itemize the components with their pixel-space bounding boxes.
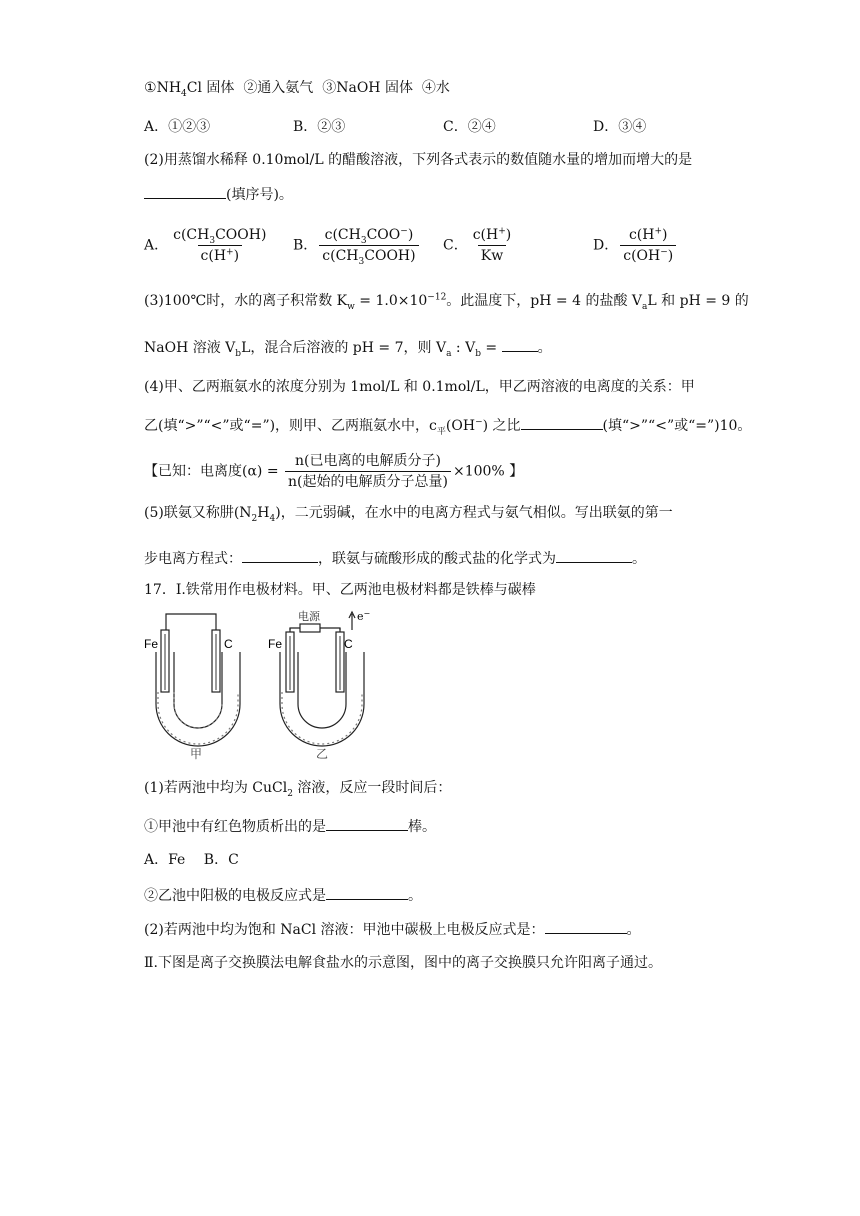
cell-yi (280, 612, 364, 746)
q17-intro: 17．Ⅰ.铁常用作电极材料。甲、乙两池电极材料都是铁棒与碳棒 (144, 582, 536, 598)
option-2a-label: A． (144, 237, 169, 254)
reagent-list (144, 78, 450, 98)
part2-line1: (2)用蒸馏水稀释 0.10mol/L 的醋酸溶液，下列各式表示的数值随水量的增加而增大的是 (144, 152, 693, 168)
part4-line2: 乙(填“>”“<”或“=”)，则甲、乙两瓶氨水中，$c_平(OH^-)$ 之比 (填“>”“<”或“=”)10。 (144, 415, 751, 436)
reagent-3: ③NaOH 固体 (322, 80, 413, 96)
option-2c (443, 226, 516, 265)
q17-p1-q1: ①甲池中有红色物质析出的是 棒。 (144, 816, 436, 837)
q17-p1: (1)若两池中均为 CuCl$_2$ 溶液，反应一段时间后： (144, 780, 452, 799)
electrolysis-figure (140, 604, 380, 764)
option-1b: B．②③ (293, 119, 346, 135)
option-2d (593, 226, 678, 265)
label-c-yi: C (344, 637, 353, 651)
reagent-1-formula: NH (156, 80, 182, 96)
ratio-blank[interactable] (502, 337, 538, 352)
option-1a: A．①②③ (144, 119, 211, 135)
part5-line1: (5)联氨又称肼$(N_2H_4)$，二元弱碱，在水中的电离方程式与氨气相似。写出联氨的第一 (144, 505, 673, 524)
part3-line2: NaOH 溶液 $V_bL$，混合后溶液的 pH = 7，则 $V_a$ : $V_b$ = 。 (144, 337, 552, 358)
power-source (300, 624, 320, 632)
part4-line1: (4)甲、乙两瓶氨水的浓度分别为 1mol/L 和 0.1mol/L，甲乙两溶液的电离度的关系：甲 (144, 379, 695, 395)
reagent-1-tail: Cl 固体 (186, 80, 235, 96)
carbon-electrode-blank[interactable] (545, 919, 627, 934)
q17-part-ii: Ⅱ.下图是离子交换膜法电解食盐水的示意图，图中的离子交换膜只允许阳离子通过。 (144, 955, 662, 971)
label-fe-yi: Fe (268, 637, 283, 651)
fraction-b: $\frac{c(CH_3COO^-)}{c(CH_3COOH)}$ (319, 226, 418, 265)
wire-jia (166, 614, 216, 630)
option-2a (144, 226, 271, 265)
option-2b-label: B． (293, 237, 318, 254)
label-yi: 乙 (316, 747, 329, 761)
anode-blank[interactable] (326, 885, 408, 900)
label-fe-jia: Fe (144, 637, 159, 651)
label-power: 电源 (298, 610, 320, 623)
label-electron: e− (357, 609, 371, 623)
option-2b (293, 226, 421, 265)
reagent-1-sub: 4 (181, 88, 187, 99)
reagent-4: ④水 (421, 80, 450, 96)
q17-p2: (2)若两池中均为饱和 NaCl 溶液：甲池中碳极上电极反应式是： 。 (144, 919, 641, 940)
formula-blank[interactable] (556, 548, 632, 563)
part5-line2: 步电离方程式： ，联氨与硫酸形成的酸式盐的化学式为 。 (144, 548, 646, 569)
option-2d-label: D． (593, 237, 619, 254)
option-2c-label: C． (443, 237, 468, 254)
ionization-degree-formula: 【已知：电离度(α) = $\frac{\text{n(已电离的电解质分子)}}{\text{n(起始的电解质分子总量)}}$ ×100% 】 (144, 453, 524, 490)
fraction-d: $\frac{c(H^+)}{c(OH^-)}$ (620, 226, 676, 265)
part2-line2 (144, 184, 293, 205)
part3-line1: (3)100℃时，水的离子积常数 $K_w = 1.0\times 10^{-12}$。此温度下，pH = 4 的盐酸 $V_aL$ 和 pH = 9 的 (144, 292, 749, 312)
ratio-compare-blank[interactable] (521, 415, 603, 430)
option-1d: D．③④ (593, 119, 647, 135)
q17-p1-q2: ②乙池中阳极的电极反应式是 。 (144, 885, 422, 906)
reagent-2: ②通入氨气 (243, 80, 314, 96)
q17-p1-options: A．Fe B．C (144, 852, 239, 868)
reagent-1-mark: ① (144, 80, 157, 96)
ionization-fraction: $\frac{\text{n(已电离的电解质分子)}}{\text{n(起始的电解质分子总量)}}$ (285, 452, 451, 491)
fraction-c: $\frac{c(H^+)}{Kw}$ (472, 226, 512, 264)
cell-jia (156, 614, 240, 746)
rod-blank[interactable] (326, 816, 408, 831)
label-jia: 甲 (190, 747, 203, 761)
option-1c: C．②④ (443, 119, 496, 135)
part2-tail: (填序号)。 (226, 187, 293, 203)
equation-blank[interactable] (242, 548, 318, 563)
fraction-a: $\frac{c(CH_3COOH)}{c(H^+)}$ (173, 227, 267, 264)
answer-blank[interactable] (144, 184, 226, 199)
label-c-jia: C (224, 637, 233, 651)
